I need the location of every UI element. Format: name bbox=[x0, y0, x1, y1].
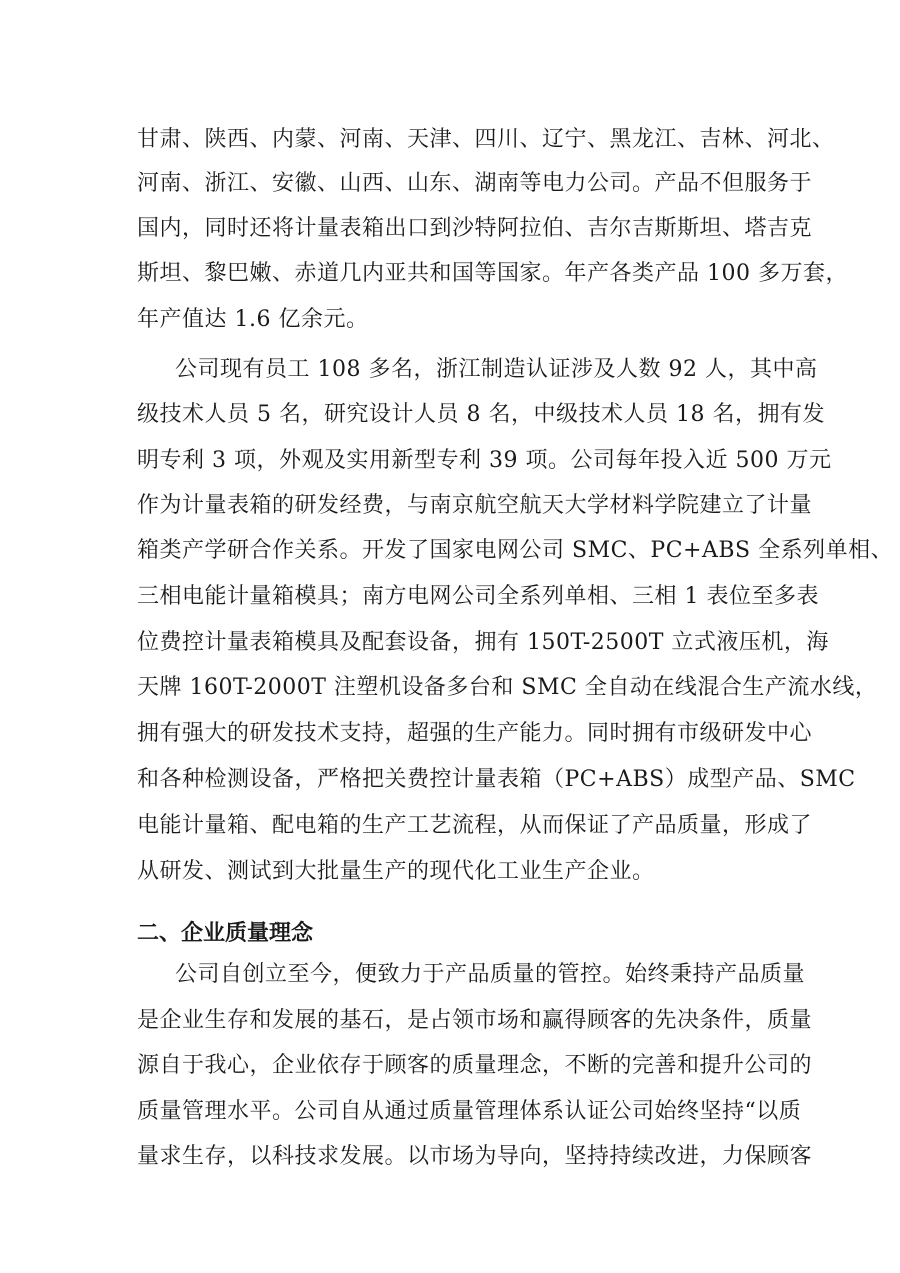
paragraph-2-line-2: 级技术人员 5 名，研究设计人员 8 名，中级技术人员 18 名，拥有发 bbox=[137, 402, 825, 427]
paragraph-1-line-3: 国内，同时还将计量表箱出口到沙特阿拉伯、吉尔吉斯斯坦、塔吉克 bbox=[137, 216, 813, 241]
paragraph-3-line-3: 源自于我心，企业依存于顾客的质量理念，不断的完善和提升公司的 bbox=[137, 1053, 813, 1078]
paragraph-1-line-1: 甘肃、陕西、内蒙、河南、天津、四川、辽宁、黑龙江、吉林、河北、 bbox=[137, 127, 835, 152]
paragraph-2-line-5: 箱类产学研合作关系。开发了国家电网公司 SMC、PC+ABS 全系列单相、 bbox=[137, 538, 894, 563]
section-heading: 二、企业质量理念 bbox=[137, 921, 314, 946]
paragraph-2-line-6: 三相电能计量箱模具；南方电网公司全系列单相、三相 1 表位至多表 bbox=[137, 584, 819, 609]
paragraph-3-line-4: 质量管理水平。公司自从通过质量管理体系认证公司始终坚持“以质 bbox=[137, 1099, 802, 1124]
paragraph-2-line-8: 天牌 160T-2000T 注塑机设备多台和 SMC 全自动在线混合生产流水线， bbox=[137, 675, 878, 700]
paragraph-1-line-5: 年产值达 1.6 亿余元。 bbox=[137, 307, 369, 332]
paragraph-1-line-4: 斯坦、黎巴嫩、赤道几内亚共和国等国家。年产各类产品 100 多万套， bbox=[137, 261, 848, 286]
paragraph-2-line-9: 拥有强大的研发技术支持，超强的生产能力。同时拥有市级研发中心 bbox=[137, 721, 813, 746]
paragraph-2-line-3: 明专利 3 项，外观及实用新型专利 39 项。公司每年投入近 500 万元 bbox=[137, 448, 832, 473]
paragraph-3-line-2: 是企业生存和发展的基石，是占领市场和赢得顾客的先决条件，质量 bbox=[137, 1008, 813, 1033]
paragraph-2-line-12: 从研发、测试到大批量生产的现代化工业生产企业。 bbox=[137, 859, 655, 884]
paragraph-2-line-4: 作为计量表箱的研发经费，与南京航空航天大学材料学院建立了计量 bbox=[137, 493, 813, 518]
paragraph-3-line-5: 量求生存，以科技求发展。以市场为导向，坚持持续改进，力保顾客 bbox=[137, 1144, 813, 1169]
paragraph-2-line-7: 位费控计量表箱模具及配套设备，拥有 150T-2500T 立式液压机，海 bbox=[137, 630, 829, 655]
paragraph-2-line-11: 电能计量箱、配电箱的生产工艺流程，从而保证了产品质量，形成了 bbox=[137, 813, 813, 838]
paragraph-2-line-10: 和各种检测设备，严格把关费控计量表箱（PC+ABS）成型产品、SMC bbox=[137, 767, 856, 792]
paragraph-3-line-1: 公司自创立至今，便致力于产品质量的管控。始终秉持产品质量 bbox=[175, 962, 806, 987]
paragraph-2-line-1: 公司现有员工 108 多名，浙江制造认证涉及人数 92 人，其中高 bbox=[175, 357, 818, 382]
paragraph-1-line-2: 河南、浙江、安徽、山西、山东、湖南等电力公司。产品不但服务于 bbox=[137, 171, 813, 196]
